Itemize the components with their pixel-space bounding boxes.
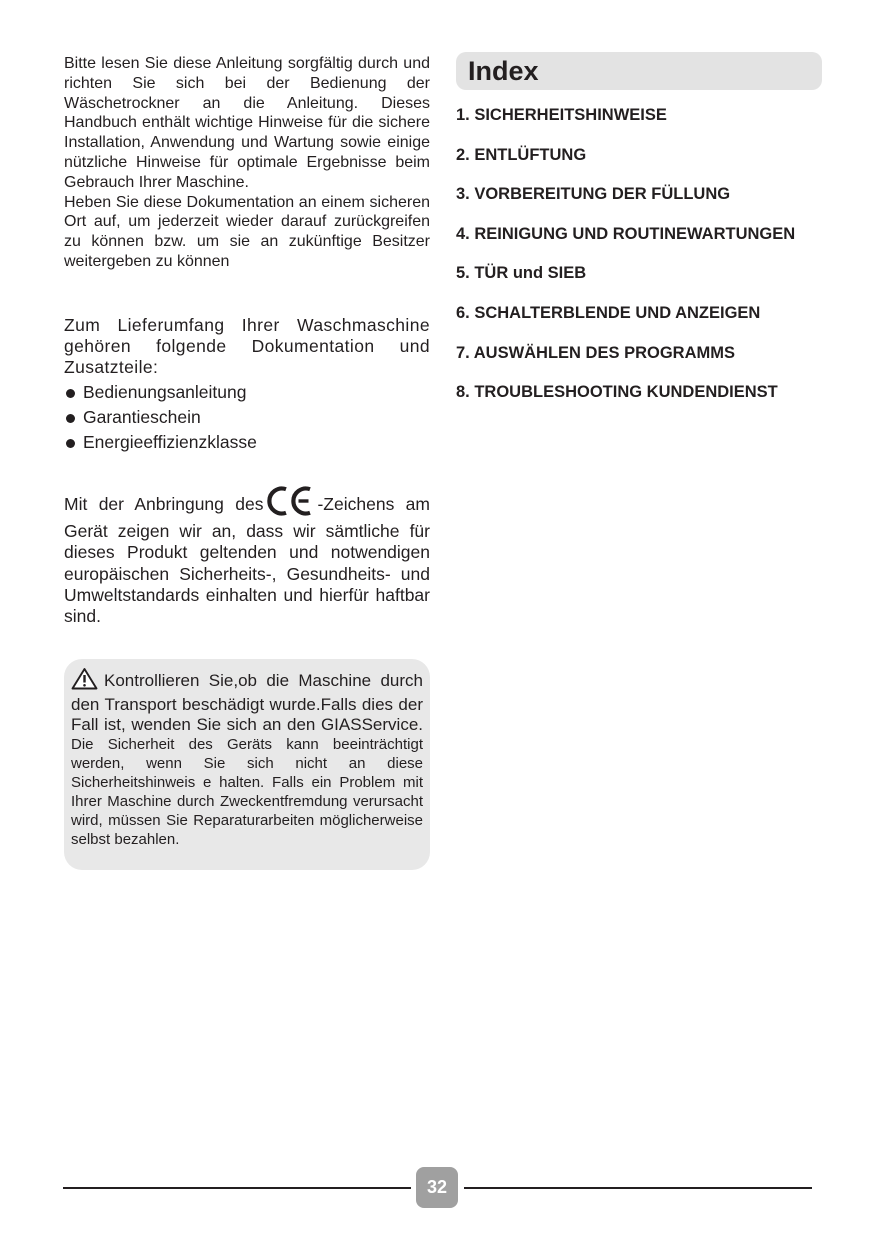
scope-section bbox=[64, 315, 430, 455]
ce-text-before: Mit der Anbringung des bbox=[64, 493, 264, 514]
index-item-troubleshooting: 8. TROUBLESHOOTING KUNDENDIENST bbox=[456, 383, 778, 402]
list-item-label: Bedienungsanleitung bbox=[83, 381, 247, 402]
index-item-venting: 2. ENTLÜFTUNG bbox=[456, 145, 587, 164]
index-item-door-filter: 5. TÜR und SIEB bbox=[456, 264, 587, 283]
list-item bbox=[64, 430, 430, 455]
index-item-safety: 1. SICHERHEITSHINWEISE bbox=[456, 106, 667, 124]
warning-text-detail: Die Sicherheit des Geräts kann beeinträchtigt werden, wenn Sie sich nicht an diese Sicherheitshinweis e halten. Falls ein Problem mit Ihrer Maschine durch Zweckentfremdung verursacht wird, müssen Sie Reparaturarbeiten möglicherweise selbst bezahlen. bbox=[71, 736, 423, 848]
footer-rule-left bbox=[63, 1187, 411, 1189]
ce-paragraph bbox=[64, 486, 430, 628]
warning-triangle-icon bbox=[71, 667, 98, 695]
footer-rule-right bbox=[464, 1187, 812, 1189]
left-column bbox=[64, 54, 430, 628]
intro-paragraph-1: Bitte lesen Sie diese Anleitung sorgfältig durch und richten Sie sich bei der Bedienung der Wäschetrockner an die Anleitung. Dieses Handbuch enthält wichtige Hinweise für die sichere Installation, Anwendung und Wartung sowie einige nützliche Hinweise für optimale Ergebnisse beim Gebrauch Ihrer Maschine. bbox=[64, 55, 430, 191]
index-item-control-panel: 6. SCHALTERBLENDE UND ANZEIGEN bbox=[456, 303, 761, 322]
index-title: Index bbox=[468, 56, 539, 86]
index-list bbox=[456, 104, 836, 421]
bullet-icon bbox=[66, 389, 75, 398]
list-item-label: Energieeffizienzklasse bbox=[83, 431, 257, 452]
ce-mark-icon bbox=[265, 486, 313, 521]
page-number-badge: 32 bbox=[416, 1167, 458, 1208]
index-item-cleaning: 4. REINIGUNG UND ROUTINEWARTUNGEN bbox=[456, 224, 796, 243]
documentation-list bbox=[64, 380, 430, 455]
scope-intro-text: Zum Lieferumfang Ihrer Waschmaschine gehören folgende Dokumentation und Zusatzteile: bbox=[64, 314, 430, 377]
list-item bbox=[64, 380, 430, 405]
list-item-label: Garantieschein bbox=[83, 406, 201, 427]
index-item-programs: 7. AUSWÄHLEN DES PROGRAMMS bbox=[456, 343, 735, 362]
index-header bbox=[456, 52, 822, 90]
intro-paragraph-2: Heben Sie diese Dokumentation an einem sicheren Ort auf, um jederzeit wieder darauf zurückgreifen zu können bzw. um sie an zukünftige Besitzer weitergeben zu können bbox=[64, 193, 430, 270]
index-item-loading: 3. VORBEREITUNG DER FÜLLUNG bbox=[456, 185, 731, 204]
warning-box bbox=[64, 659, 430, 870]
bullet-icon bbox=[66, 439, 75, 448]
warning-text-main: Kontrollieren Sie,ob die Maschine durch den Transport beschädigt wurde.Falls dies der Fall ist, wenden Sie sich an den GIASService. bbox=[71, 671, 423, 734]
bullet-icon bbox=[66, 414, 75, 423]
ce-text-after: -Zeichens am Gerät zeigen wir an, dass wir sämtliche für dieses Produkt geltenden und notwendigen europäischen Sicherheits-, Gesundheits- und Umweltstandards einhalten und hierfür haftbar sind. bbox=[64, 493, 430, 627]
list-item bbox=[64, 405, 430, 430]
